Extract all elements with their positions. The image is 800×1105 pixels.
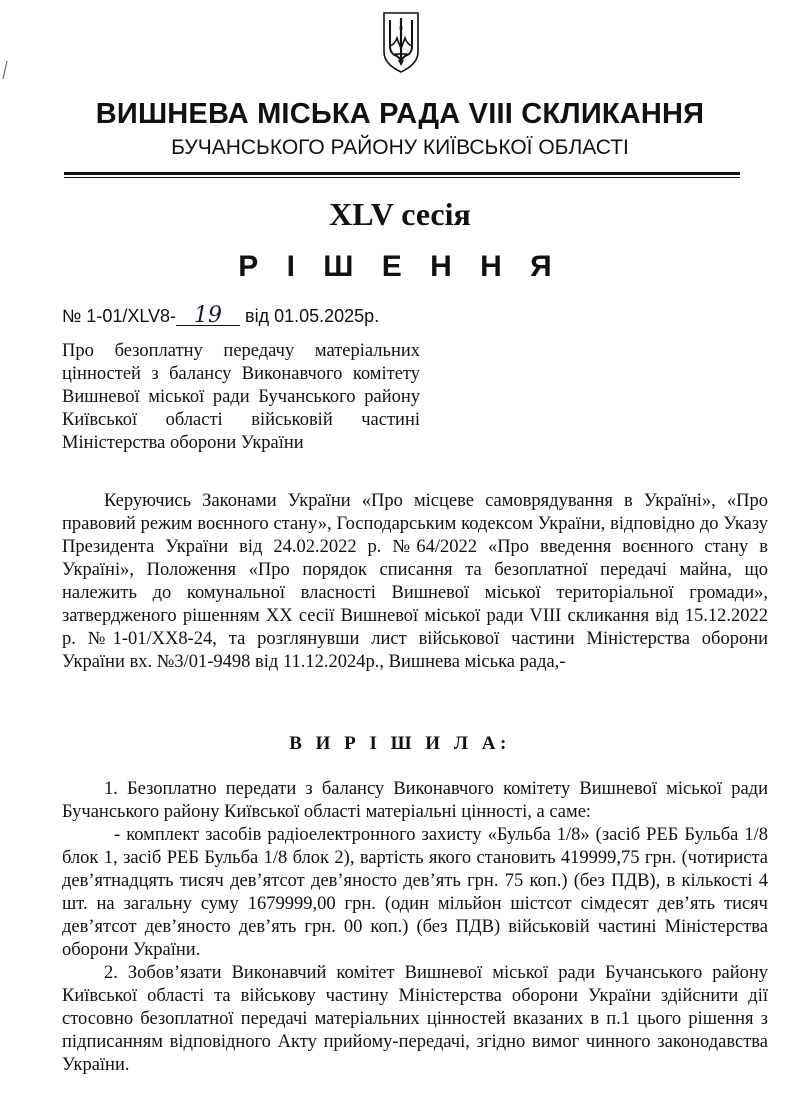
resolved-heading: В И Р І Ш И Л А: (289, 733, 511, 754)
decision-date: від 01.05.2025р. (240, 306, 380, 326)
handwritten-number: 19 (176, 307, 240, 326)
coat-of-arms-trident-icon (381, 10, 421, 74)
header-divider-thin (64, 177, 740, 178)
decision-title: Р І Ш Е Н Н Я (238, 250, 562, 283)
decision-number (62, 303, 380, 328)
decision-number-prefix: № 1-01/XLV8- (62, 306, 177, 326)
council-name: ВИШНЕВА МІСЬКА РАДА VIII СКЛИКАННЯ (95, 98, 705, 130)
resolution-item-1: 1. Безоплатно передати з балансу Виконавчого комітету Вишневої міської ради Бучанського району Київської області матеріальні цінності, а саме: (62, 779, 768, 822)
council-district: БУЧАНСЬКОГО РАЙОНУ КИЇВСЬКОЇ ОБЛАСТІ (171, 136, 629, 159)
preamble-paragraph: Керуючись Законами України «Про місцеве самоврядування в Україні», «Про правовий режим воєнного стану», Господарським кодексом України, відповідно до Указу Президента України від 24.02.2022 р. №64/2022 «Про введення воєнного стану в Україні», Положення «Про порядок списання та безоплатної передачі майна, що належить до комунальної власності Вишневої міської територіальної громади», затвердженого рішенням XX сесії Вишневої міської ради VIII скликання від 15.12.2022 р. №1-01/XX8-24, та розглянувши лист військової частини Міністерства оборони України вх. №3/01-9498 від 11.12.2024р., Вишнева міська рада,- (62, 491, 768, 672)
session-title: XLV сесія (329, 196, 471, 232)
decision-subject: Про безоплатну передачу матеріальних цінностей з балансу Виконавчого комітету Вишневої міської ради Бучанського району Київської області військовій частині Міністерства оборони України (62, 341, 420, 453)
resolution-item-1-detail: - комплект засобів радіоелектронного захисту «Бульба 1/8» (засіб РЕБ Бульба 1/8 блок 1, засіб РЕБ Бульба 1/8 блок 2), вартість якого становить 419999,75 грн. (чотириста дев’ятнадцять тисяч дев’ятсот дев’яносто дев’ять грн. 75 коп.) (без ПДВ), в кількості 4 шт. на загальну суму 1679999,00 грн. (один мільйон шістсот сімдесят дев’ять тисяч дев’ятсот дев’яносто дев’ять грн. 00 коп.) (без ПДВ) військовій частині Міністерства оборони України. (62, 825, 768, 960)
header-divider-thick (64, 172, 740, 175)
resolution-item-2: 2. Зобов’язати Виконавчий комітет Вишневої міської ради Бучанського району Київської області та військову частину Міністерства оборони України здійснити дії стосовно безоплатної передачі матеріальних цінностей вказаних в п.1 цього рішення з підписанням відповідного Акту прийому-передачі, згідно вимог чинного законодавства України. (62, 963, 768, 1075)
scan-artifact-mark (2, 60, 8, 80)
